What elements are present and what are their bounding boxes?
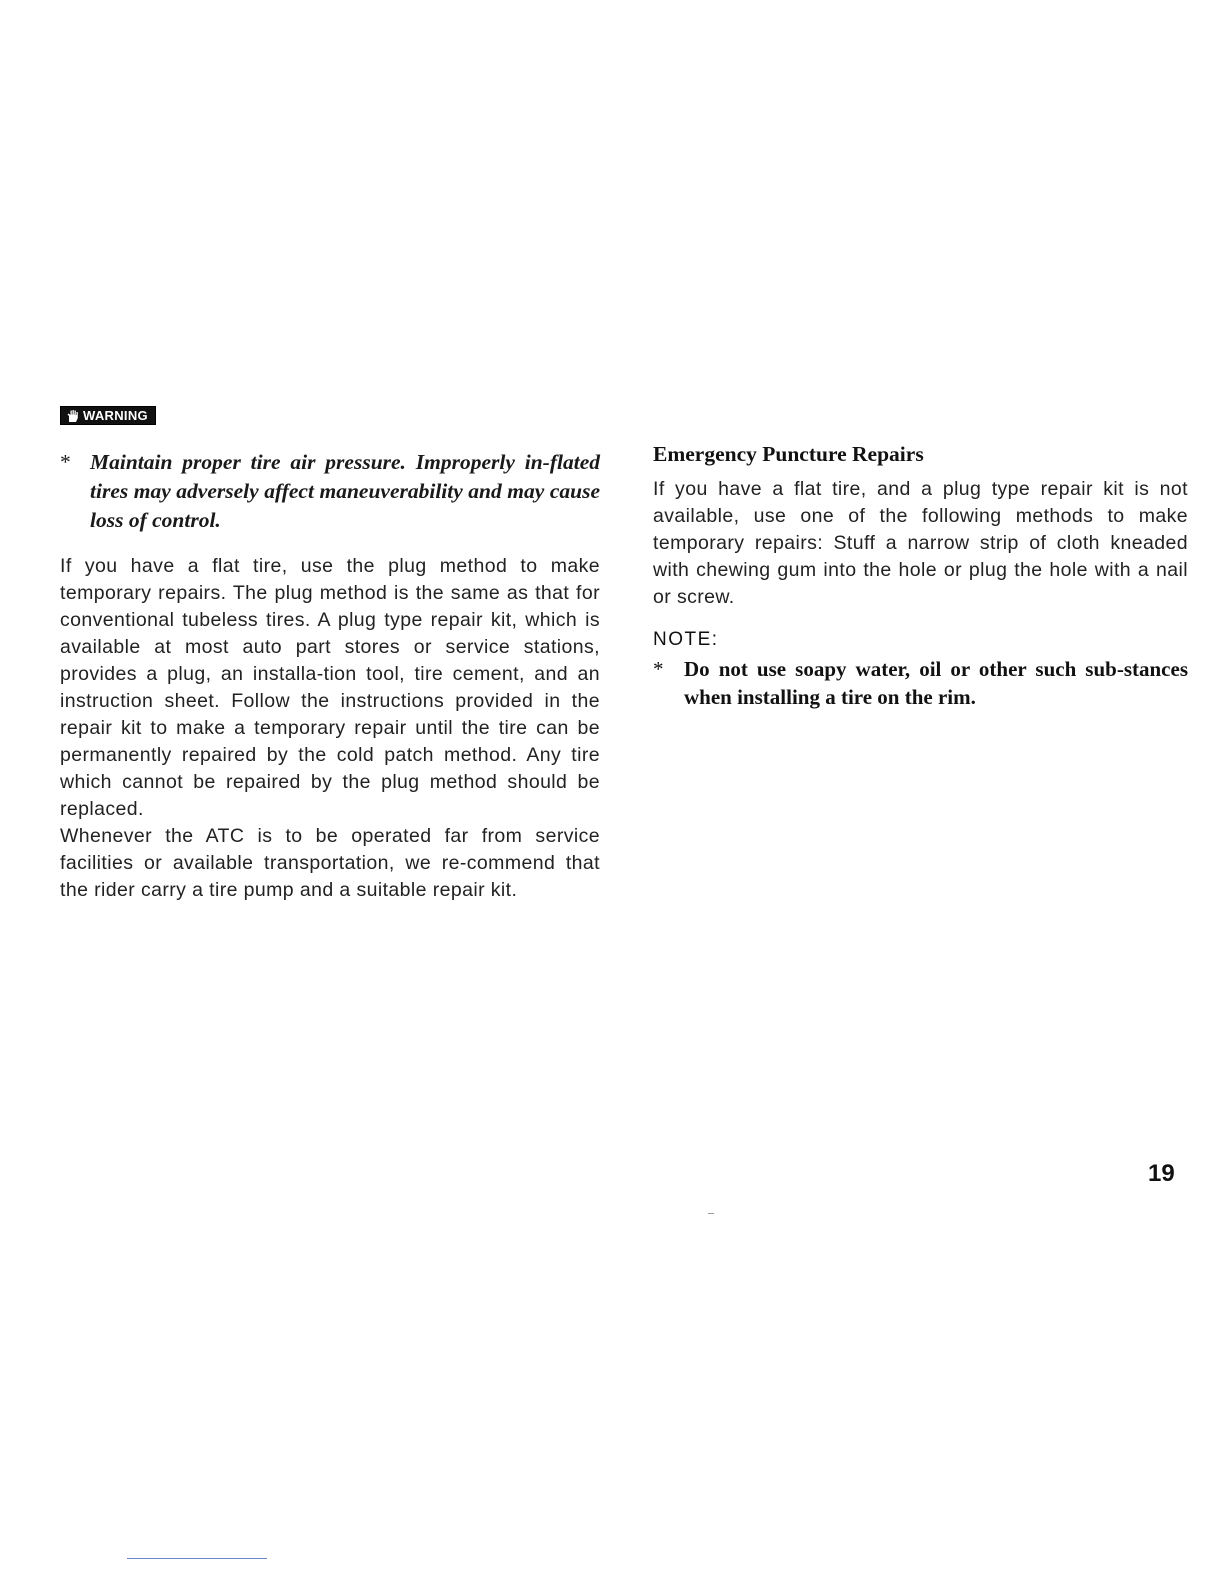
right-column: [653, 440, 1188, 711]
note-label: NOTE:: [653, 629, 719, 650]
warning-badge: [60, 406, 156, 425]
bottom-rule: [127, 1558, 267, 1559]
emergency-repair-paragraph: If you have a flat tire, and a plug type repair kit is not available, use one of the following methods to make temporary repairs: Stuff a narrow strip of cloth kneaded with chewing gum into the hole or plug the hole with a nail or screw.: [653, 478, 1188, 608]
scan-speck: [708, 1213, 714, 1214]
flat-tire-paragraph: If you have a flat tire, use the plug method to make temporary repairs. The plug method is the same as that for conventional tubeless tires. A plug type repair kit, which is available at most auto part stores or service stations, provides a plug, an installa-tion tool, tire cement, and an instruction sheet. Follow the instructions provided in the repair kit to make a temporary repair until the tire can be permanently repaired by the cold patch method. Any tire which cannot be repaired by the plug method should be replaced.: [60, 554, 600, 820]
repair-kit-paragraph: Whenever the ATC is to be operated far from service facilities or available transportation, we re-commend that the rider carry a tire pump and a suitable repair kit.: [60, 824, 600, 901]
page-number: 19: [1148, 1160, 1175, 1187]
warning-text: Maintain proper tire air pressure. Improperly in-flated tires may adversely affect maneuverability and may cause loss of control.: [90, 449, 600, 532]
left-column: [60, 406, 600, 904]
note-text: Do not use soapy water, oil or other such sub-stances when installing a tire on the rim.: [684, 657, 1188, 709]
note-bullet: *: [653, 657, 664, 681]
warning-item: [60, 448, 600, 535]
warning-badge-label: WARNING: [83, 408, 148, 423]
hand-warning-icon: [66, 409, 80, 423]
note-item: [653, 655, 1188, 711]
warning-bullet: *: [60, 449, 71, 474]
section-heading: Emergency Puncture Repairs: [653, 442, 924, 466]
